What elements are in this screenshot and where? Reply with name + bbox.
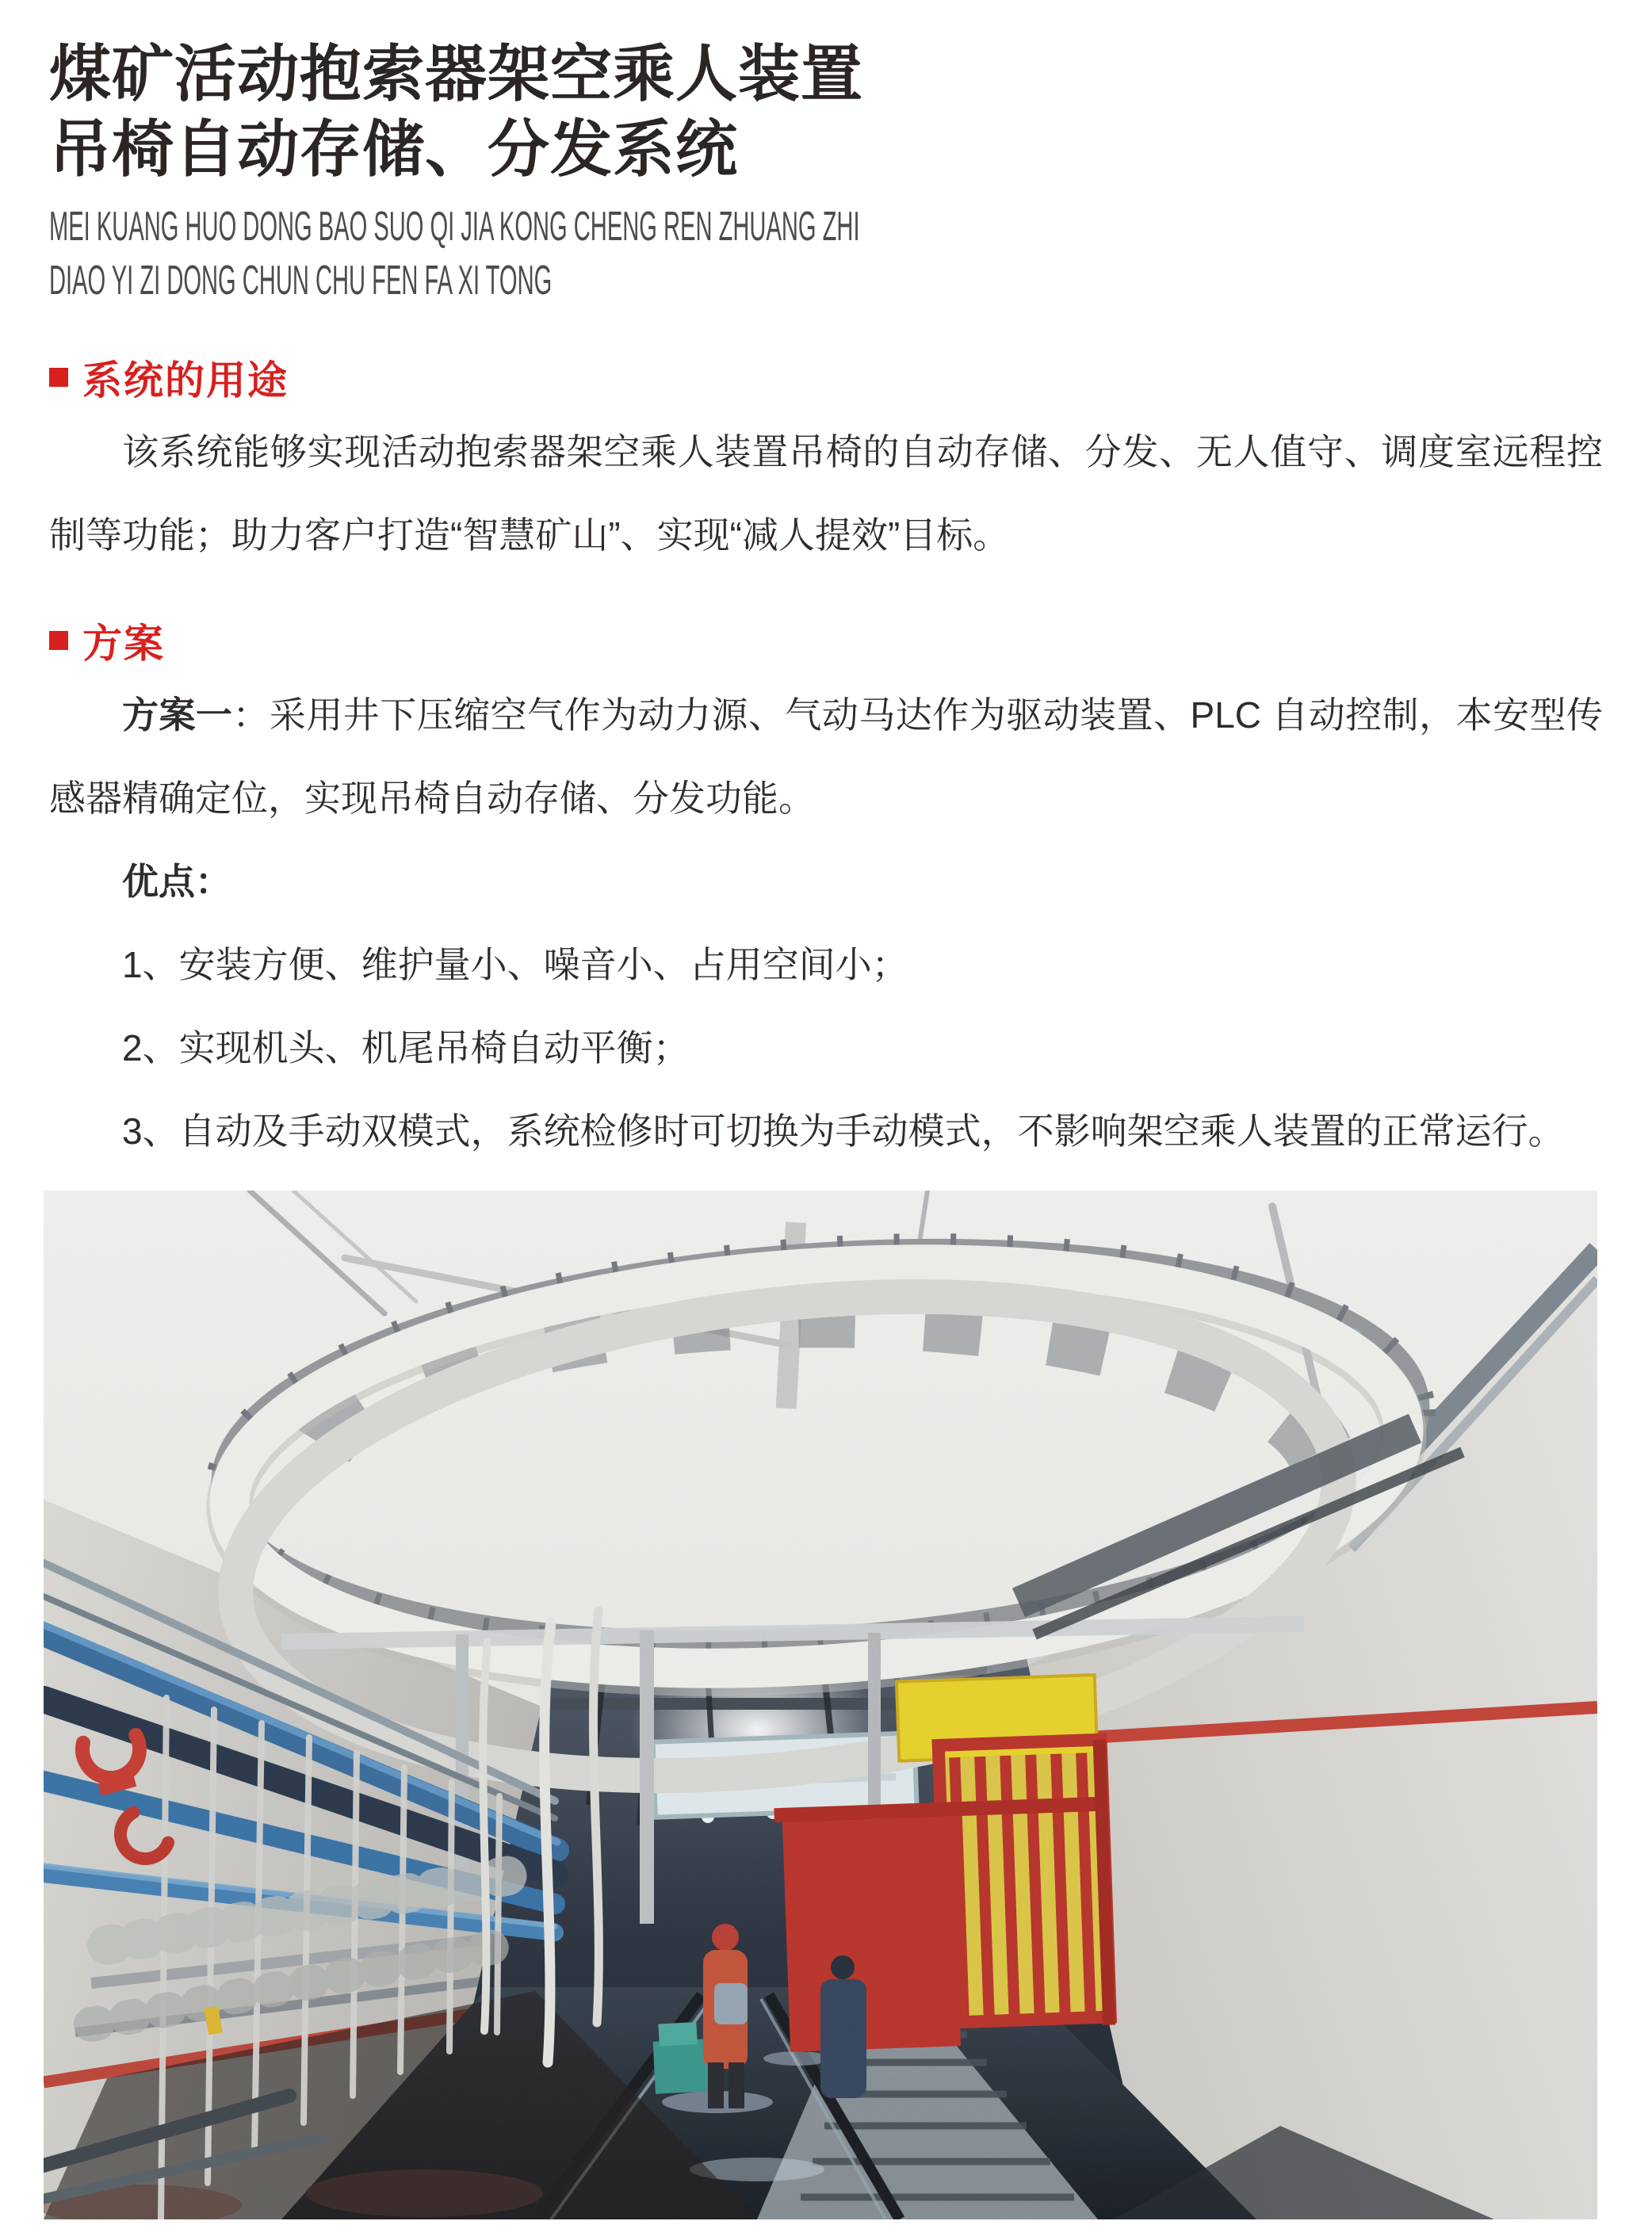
purpose-body xyxy=(49,411,1603,577)
tunnel-photo xyxy=(44,1191,1597,2219)
advantage-item: 1、安装方便、维护量小、噪音小、占用空间小； xyxy=(122,944,908,985)
section-heading-plan xyxy=(49,612,1603,669)
plan-paragraph xyxy=(49,674,1603,840)
advantage-item: 3、自动及手动双模式，系统检修时可切换为手动模式，不影响架空乘人装置的正常运行。 xyxy=(122,1110,1565,1152)
photo-grain-overlay xyxy=(44,1191,1597,2219)
red-square-bullet-icon xyxy=(49,368,68,387)
section-heading-purpose xyxy=(49,349,1603,406)
section-heading-purpose-label: 系统的用途 xyxy=(82,358,289,403)
page-title-line2: 吊椅自动存储、分发系统 xyxy=(49,114,739,184)
pinyin-line1: MEI KUANG HUO DONG BAO SUO QI JIA KONG CHENG REN ZHUANG ZHI xyxy=(49,204,860,250)
advantage-item: 2、实现机头、机尾吊椅自动平衡； xyxy=(122,1027,690,1068)
plan-one-text: ：采用井下压缩空气作为动力源、气动马达作为驱动装置、PLC 自动控制，本安型传感器精确定位，实现吊椅自动存储、分发功能。 xyxy=(49,694,1604,819)
red-square-bullet-icon xyxy=(49,631,68,650)
plan-body xyxy=(49,674,1603,1173)
pinyin-line2: DIAO YI ZI DONG CHUN CHU FEN FA XI TONG xyxy=(49,258,553,304)
advantages-label: 优点： xyxy=(122,861,231,902)
page-title-line1: 煤矿活动抱索器架空乘人装置 xyxy=(49,39,864,109)
pinyin-subtitle xyxy=(49,200,1603,308)
purpose-paragraph: 该系统能够实现活动抱索器架空乘人装置吊椅的自动存储、分发、无人值守、调度室远程控制等功能；助力客户打造“智慧矿山”、实现“减人提效”目标。 xyxy=(49,431,1603,556)
plan-one-label: 方案一 xyxy=(122,694,233,736)
section-heading-plan-label: 方案 xyxy=(82,621,165,666)
tunnel-photo-illustration xyxy=(44,1191,1597,2219)
page-title xyxy=(49,36,1603,187)
